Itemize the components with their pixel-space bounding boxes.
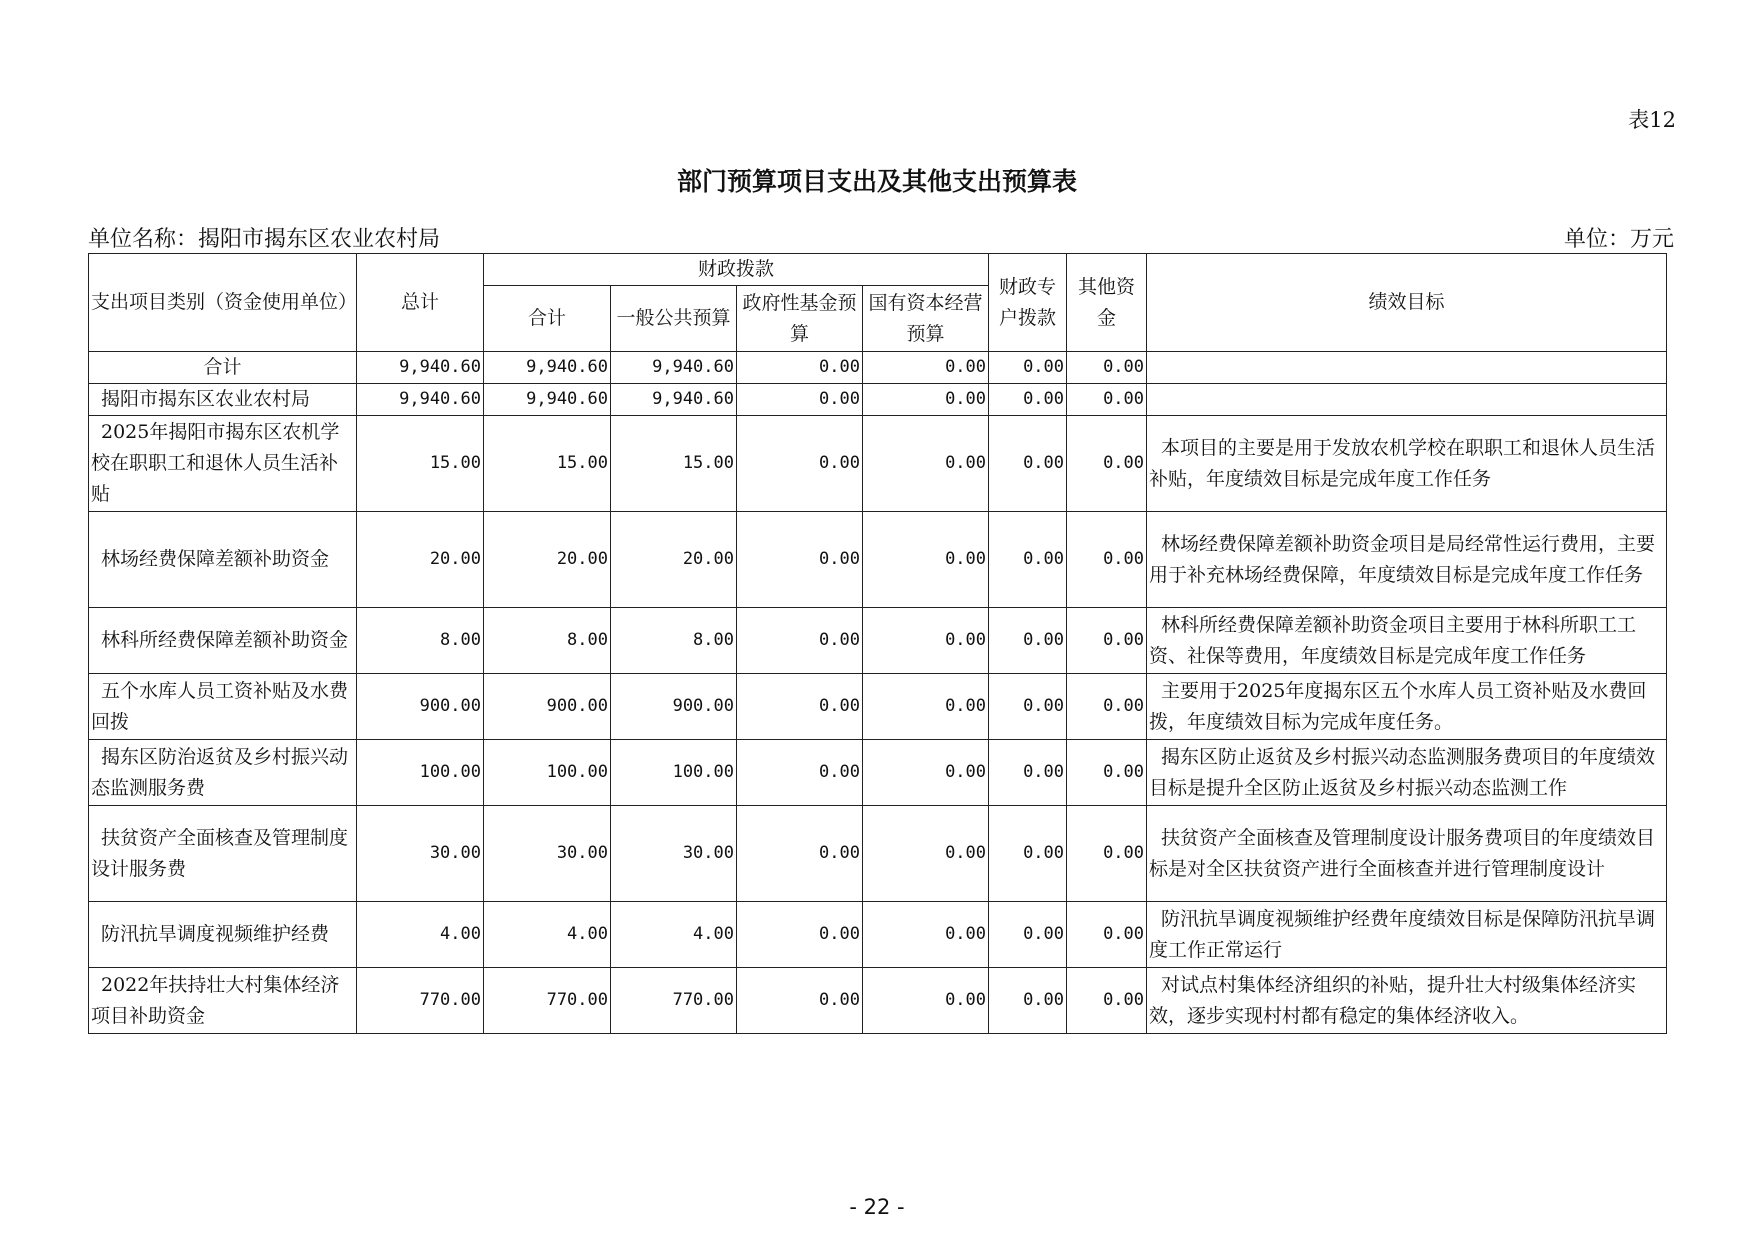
row-gov-fund: 0.00 [737,740,863,806]
row-total: 20.00 [357,512,484,608]
row-state-capital: 0.00 [863,806,989,902]
row-other: 0.00 [1067,806,1147,902]
table-row [89,416,1667,512]
row-general: 30.00 [611,806,737,902]
row-special: 0.00 [989,902,1067,968]
row-state-capital: 0.00 [863,384,989,416]
row-name: 扶贫资产全面核查及管理制度设计服务费 [89,806,357,902]
row-total: 4.00 [357,902,484,968]
table-row [89,674,1667,740]
row-goal: 防汛抗旱调度视频维护经费年度绩效目标是保障防汛抗旱调度工作正常运行 [1147,902,1667,968]
row-state-capital: 0.00 [863,512,989,608]
row-other: 0.00 [1067,968,1147,1034]
row-state-capital: 0.00 [863,674,989,740]
row-subtotal: 770.00 [484,968,611,1034]
row-total: 770.00 [357,968,484,1034]
row-other: 0.00 [1067,608,1147,674]
row-gov-fund: 0.00 [737,416,863,512]
row-other: 0.00 [1067,512,1147,608]
row-total: 900.00 [357,674,484,740]
header-other: 其他资金 [1067,254,1147,352]
row-name: 2022年扶持壮大村集体经济项目补助资金 [89,968,357,1034]
row-state-capital: 0.00 [863,416,989,512]
row-gov-fund: 0.00 [737,968,863,1034]
row-other: 0.00 [1067,384,1147,416]
header-gov-fund: 政府性基金预算 [737,286,863,352]
header-goal: 绩效目标 [1147,254,1667,352]
row-general: 9,940.60 [611,352,737,384]
row-total: 9,940.60 [357,384,484,416]
table-row [89,608,1667,674]
row-special: 0.00 [989,968,1067,1034]
row-subtotal: 900.00 [484,674,611,740]
row-general: 4.00 [611,902,737,968]
row-subtotal: 9,940.60 [484,352,611,384]
table-row [89,968,1667,1034]
row-general: 770.00 [611,968,737,1034]
row-state-capital: 0.00 [863,968,989,1034]
row-general: 15.00 [611,416,737,512]
row-general: 900.00 [611,674,737,740]
row-special: 0.00 [989,806,1067,902]
row-other: 0.00 [1067,352,1147,384]
row-special: 0.00 [989,384,1067,416]
row-name: 合计 [89,352,357,384]
page-number: - 22 - [849,1195,905,1219]
page-title: 部门预算项目支出及其他支出预算表 [676,167,1077,196]
row-subtotal: 4.00 [484,902,611,968]
row-special: 0.00 [989,674,1067,740]
table-row [89,902,1667,968]
row-gov-fund: 0.00 [737,806,863,902]
row-gov-fund: 0.00 [737,608,863,674]
row-total: 100.00 [357,740,484,806]
row-name: 林科所经费保障差额补助资金 [89,608,357,674]
row-subtotal: 8.00 [484,608,611,674]
row-general: 9,940.60 [611,384,737,416]
row-special: 0.00 [989,352,1067,384]
row-other: 0.00 [1067,416,1147,512]
row-state-capital: 0.00 [863,608,989,674]
row-state-capital: 0.00 [863,352,989,384]
budget-table [88,253,1667,1034]
row-gov-fund: 0.00 [737,902,863,968]
row-goal: 对试点村集体经济组织的补贴，提升壮大村级集体经济实效，逐步实现村村都有稳定的集体经济收入。 [1147,968,1667,1034]
row-total: 30.00 [357,806,484,902]
row-goal: 本项目的主要是用于发放农机学校在职职工和退休人员生活补贴，年度绩效目标是完成年度工作任务 [1147,416,1667,512]
row-gov-fund: 0.00 [737,512,863,608]
row-subtotal: 100.00 [484,740,611,806]
row-subtotal: 30.00 [484,806,611,902]
row-special: 0.00 [989,740,1067,806]
row-goal: 林场经费保障差额补助资金项目是局经常性运行费用，主要用于补充林场经费保障，年度绩效目标是完成年度工作任务 [1147,512,1667,608]
row-goal [1147,352,1667,384]
row-goal [1147,384,1667,416]
table-row [89,512,1667,608]
row-name: 2025年揭阳市揭东区农机学校在职职工和退休人员生活补贴 [89,416,357,512]
row-gov-fund: 0.00 [737,352,863,384]
table-row [89,352,1667,384]
table-number: 表12 [1628,108,1676,132]
row-goal: 揭东区防止返贫及乡村振兴动态监测服务费项目的年度绩效目标是提升全区防止返贫及乡村振兴动态监测工作 [1147,740,1667,806]
header-category: 支出项目类别（资金使用单位） [89,254,357,352]
row-subtotal: 15.00 [484,416,611,512]
row-special: 0.00 [989,416,1067,512]
header-subtotal: 合计 [484,286,611,352]
table-row [89,740,1667,806]
row-name: 揭阳市揭东区农业农村局 [89,384,357,416]
row-state-capital: 0.00 [863,740,989,806]
unit-name: 单位名称：揭阳市揭东区农业农村局 [88,227,441,252]
header-special: 财政专户拨款 [989,254,1067,352]
row-other: 0.00 [1067,902,1147,968]
row-other: 0.00 [1067,740,1147,806]
header-fiscal: 财政拨款 [484,254,989,286]
currency-unit: 单位：万元 [1563,227,1674,252]
row-name: 揭东区防治返贫及乡村振兴动态监测服务费 [89,740,357,806]
row-name: 防汛抗旱调度视频维护经费 [89,902,357,968]
table-row [89,806,1667,902]
row-general: 20.00 [611,512,737,608]
row-total: 8.00 [357,608,484,674]
row-subtotal: 9,940.60 [484,384,611,416]
row-name: 林场经费保障差额补助资金 [89,512,357,608]
row-gov-fund: 0.00 [737,384,863,416]
table-row [89,384,1667,416]
header-state-capital: 国有资本经营预算 [863,286,989,352]
row-goal: 林科所经费保障差额补助资金项目主要用于林科所职工工资、社保等费用，年度绩效目标是完成年度工作任务 [1147,608,1667,674]
header-general: 一般公共预算 [611,286,737,352]
row-other: 0.00 [1067,674,1147,740]
row-general: 100.00 [611,740,737,806]
row-special: 0.00 [989,608,1067,674]
row-name: 五个水库人员工资补贴及水费回拨 [89,674,357,740]
row-subtotal: 20.00 [484,512,611,608]
row-gov-fund: 0.00 [737,674,863,740]
header-total: 总计 [357,254,484,352]
row-special: 0.00 [989,512,1067,608]
row-total: 15.00 [357,416,484,512]
row-goal: 扶贫资产全面核查及管理制度设计服务费项目的年度绩效目标是对全区扶贫资产进行全面核查并进行管理制度设计 [1147,806,1667,902]
row-general: 8.00 [611,608,737,674]
row-state-capital: 0.00 [863,902,989,968]
row-goal: 主要用于2025年度揭东区五个水库人员工资补贴及水费回拨，年度绩效目标为完成年度任务。 [1147,674,1667,740]
row-total: 9,940.60 [357,352,484,384]
